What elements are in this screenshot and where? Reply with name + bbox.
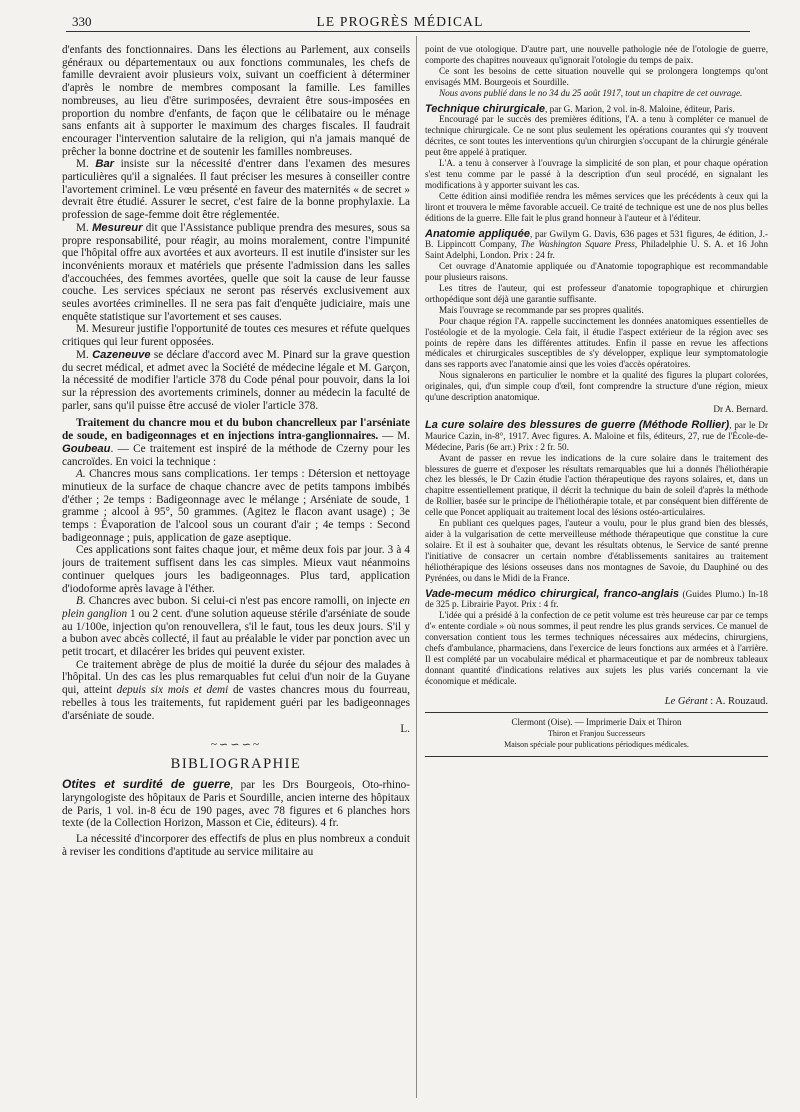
paragraph: d'enfants des fonctionnaires. Dans les élections au Parlement, aux conseils généraux ou départementaux ou aux fonctions communales, les chefs de famille devraient avoir plusieurs voix, suivant un coefficient à déterminer d'après le nombre de membres composant la famille. Les familles nombreuses, au lieu d'être surimposées, devraient être sous-imposées en proportion du nombre d'enfants, de façon que le célibataire ou le ménage sans enfants ait à supporter le maximum des charges fiscales. Il faudrait encourager l'intervention salutaire de la religion, qui n'a jamais manqué de prêcher la bonne doctrine et de soutenir les familles nombreuses. <box>62 44 410 158</box>
speaker-name: Mesureur <box>92 221 143 234</box>
book-entry <box>425 589 768 611</box>
signature: L. <box>400 723 410 736</box>
page-header <box>0 4 800 30</box>
printer-box <box>425 712 768 757</box>
paragraph-b <box>62 595 410 659</box>
emphasis: en plein ganglion <box>62 595 410 620</box>
text: Ce traitement abrège de plus de moitié la durée du séjour des malades à l'hôpital. Un des cas les plus remarquables fut celui d'un noir de la Guyane qui, atteint <box>62 658 410 697</box>
item-text: Chancres avec bubon. Si celui-ci n'est pas encore ramolli, on injecte <box>85 595 400 608</box>
gerant-label: Le Gérant <box>664 695 708 707</box>
paragraph: M. Mesureur justifie l'opportunité de toutes ces mesures et réfute quelques critiques qui leur furent opposées. <box>62 323 410 349</box>
paragraph-cazeneuve <box>62 349 410 413</box>
item-text: 1 ou 2 cent. d'une solution aqueuse stérile d'arséniate de soude au 1/100e, injection qu'on renouvellera, s'il le faut, tous les deux jours. S'il y a bubon avec abcès collecté, il faut au préalable le vider par ponction avec un petit trocart, et dilacérer les brides qui peuvent exister. <box>62 607 410 659</box>
book-info: , par Gwilym G. Davis, 636 pages et 531 figures, 4e édition, J.-B. Lippincott Company, <box>425 228 768 250</box>
item-text: Chancres mous sans complications. 1er temps : Détersion et nettoyage minutieux de la surface de chaque chancre avec de petits tampons imbibés d'éther ; 2e temps : Badigeonnage avec le mélange ; Arséniate de soude, 1 gramme ; alcool à 95°, 50 grammes. (Agitez le flacon avant usage) ; 3e temps : Évaporation de l'alcool sous un courant d'air ; 4e temps : Second badigeonnage ; puis, application de gaze aseptique. <box>62 468 410 544</box>
paragraph: Mais l'ouvrage se recommande par ses propres qualités. <box>439 304 644 315</box>
section-title: Traitement du chancre mou et du bubon chancrelleux par l'arséniate de soude, en badigeonnages et en injections intra-ganglionnaires. <box>62 417 410 443</box>
book-title: Vade-mecum médico chirurgical, franco-anglais <box>425 587 679 600</box>
column-divider <box>416 36 417 1098</box>
paragraph: Ces applications sont faites chaque jour, et même deux fois par jour. 3 à 4 jours de traitement suffisent dans les cas simples. Mieux vaut néanmoins continuer quelques jours les badigeonnages. Plus tard, application d'iodoforme après lavage à l'éther. <box>62 544 410 595</box>
book-info: , par les Drs Bourgeois, Oto-rhino-laryngologiste des hôpitaux de Paris et Sourdille, ancien interne des hôpitaux de Paris, 1 vol. in-8 écu de 190 pages, avec 78 figures et 6 planches hors texte (de la Collection Horizon, Masson et Cie, éditeurs). 4 fr. <box>62 779 410 830</box>
paragraph: Avant de passer en revue les indications de la cure solaire dans le traitement des blessures de guerre et d'exposer les résultats remarquables que lui a donnés l'héliothérapie chez les blessés, le Dr Cazin étudie l'action thérapeutique des rayons solaires, et, dans un chapitre essentiellement pratique, il décrit la technique du bain de soleil d'après la méthode de Rollier, basée sur le principe de l'héliothérapie totale, et par conséquent bien différente de celle que Poncet appliquait au traitement local des lésions ostéo-articulaires. <box>425 452 768 518</box>
paragraph-c <box>62 659 410 723</box>
book-info: , par G. Marion, 2 vol. in-8. Maloine, éditeur, Paris. <box>545 103 735 114</box>
book-info: , par le Dr Maurice Cazin, in-8°, 1917. Avec figures. A. Maloine et fils, éditeurs, 27, rue de l'École-de-Médecine, Paris (6e arr.) Prix : 2 fr. 50. <box>425 419 768 452</box>
paragraph-mesureur <box>62 222 410 324</box>
speaker-text: insiste sur la nécessité d'entrer dans l'examen des mesures particulières qu'il a signalées. Il faut préciser les mesures à conseiller contre l'avortement criminel. Le vœu présenté en faveur des maternités « de secret » devrait être étudié. Assurer le secret, c'est faire de la bonne prophylaxie. La profession de sage-femme doit être réglementée. <box>62 158 410 222</box>
speaker-title: M. <box>76 348 93 361</box>
paragraph: L'A. a tenu à conserver à l'ouvrage la simplicité de son plan, et pour chaque opération s'est tenu comme par le passé à la description d'un seul procédé, en signalant les modifications à y apporter suivant les cas. <box>425 158 768 190</box>
speaker-name: Cazeneuve <box>92 348 151 361</box>
section-text: . — Ce traitement est inspiré de la méthode de Czerny pour les cancroïdes. En voici la technique : <box>62 442 410 468</box>
signature: Dr A. Bernard. <box>713 404 768 414</box>
speaker-text: se déclare d'accord avec M. Pinard sur la grave question du secret médical, et admet avec la Société de médecine légale et M. Garçon, la nécessité de modifier l'article 378 du Code pénal pour pouvoir, dans la loi sur la répression des avortements criminels, donner au médecin la faculté de parler, sans qu'il puisse être accusé de violer l'article 378. <box>62 348 410 412</box>
section-author: Goubeau <box>62 442 111 455</box>
emphasis: depuis six mois et demi <box>116 684 229 697</box>
text: de vastes chancres mous du fourreau, rebelles à tous les traitements, fut rapidement guéri par les badigeonnages d'arséniate de soude. <box>62 684 410 722</box>
item-label: A. <box>76 468 86 481</box>
publisher-name: The Washington Square Press <box>520 239 635 250</box>
book-title: La cure solaire des blessures de guerre (Méthode Rollier) <box>425 418 730 431</box>
header-rule <box>66 31 750 32</box>
book-title: Technique chirurgicale <box>425 102 546 115</box>
paragraph: La nécessité d'incorporer des effectifs de plus en plus nombreux a conduit à reviser les conditions d'aptitude au service militaire au <box>62 833 410 858</box>
book-entry <box>62 778 410 830</box>
book-title: Otites et surdité de guerre <box>62 777 231 792</box>
item-label: B. <box>76 595 86 608</box>
left-column <box>62 44 410 1092</box>
section-author-pre: — M. <box>378 430 410 443</box>
journal-title: LE PROGRÈS MÉDICAL <box>316 14 484 29</box>
speaker-name: Bar <box>95 158 115 171</box>
section-paragraph <box>62 417 410 468</box>
section-heading: BIBLIOGRAPHIE <box>170 755 302 772</box>
gerant-line <box>425 697 768 708</box>
page-number: 330 <box>72 14 92 29</box>
paragraph: Pour chaque région l'A. rappelle succinctement les données anatomiques essentielles de l'ostéologie et de la myologie. Cela fait, il étudie l'aspect extérieur de la région avec ses points de repère dans les différentes attitudes. Enfin il passe en revue les affections médicales et chirurgicales susceptibles de s'y développer, explique leur symptomatologie dans ses rapports avec l'anatomie ainsi que les voies d'accès opératoires. <box>425 315 768 370</box>
paragraph-bar <box>62 158 410 222</box>
paragraph: Encouragé par le succès des premières éditions, l'A. a tenu à compléter ce manuel de technique chirurgicale. Ce ne sont plus seulement les opérations courantes qui s'y trouvent décrites, ce sont toutes les interventions qu'un chirurgien s'occupant de la chirurgie générale peut être appelé à pratiquer. <box>425 114 768 158</box>
book-info: (Guides Plumo.) In-18 de 325 p. Librairie Payot. Prix : 4 fr. <box>425 588 768 610</box>
book-entry <box>425 420 768 453</box>
book-entry <box>425 104 768 115</box>
gerant-name: : A. Rouzaud. <box>707 695 768 707</box>
printer-line: Clermont (Oise). — Imprimerie Daix et Thiron <box>511 716 682 727</box>
paragraph-note: Nous avons publié dans le no 34 du 25 août 1917, tout un chapitre de cet ouvrage. <box>439 87 743 98</box>
paragraph: point de vue otologique. D'autre part, une nouvelle pathologie née de l'otologie de guerre, comporte des chapitres nouveaux qu'ignorait l'otologie du temps de paix. <box>425 44 768 65</box>
paragraph: Ce sont les besoins de cette situation nouvelle qui se prolongera longtemps qu'ont envisagés MM. Bourgeois et Sourdille. <box>425 65 768 87</box>
paragraph: Cette édition ainsi modifiée rendra les mêmes services que les précédents à ceux qui la liront et trouvera le même favorable accueil. Ce traité de technique est une de nos plus belles éditions de la guerre. Elle fait le plus grand honneur à l'auteur et à l'éditeur. <box>425 190 768 223</box>
paragraph-a <box>62 468 410 544</box>
speaker-title: M. <box>76 158 96 171</box>
printer-line: Maison spéciale pour publications périodiques médicales. <box>504 739 689 749</box>
right-column <box>425 44 768 1092</box>
paragraph: Cet ouvrage d'Anatomie appliquée ou d'Anatomie topographique est recommandable pour plusieurs raisons. <box>425 261 768 283</box>
speaker-text: dit que l'Assistance publique prendra des mesures, sous sa propre responsabilité, pour réagir, au moins moralement, contre l'impunité que l'hôpital offre aux avortées et aux avorteurs. Il est inutile d'insister sur les inconvénients moraux et matériels que présente l'admission dans les salles d'accouchées, des femmes avortées, quelle que soit la cause de leur fausse couche. Les services spéciaux ne seront pas réservés exclusivement aux seules avortées criminelles. Il ne sera pas fait d'enquête judiciaire, mais une enquête statistique sur l'avortement et ses causes. <box>62 221 410 323</box>
paragraph: En publiant ces quelques pages, l'auteur a voulu, pour le plus grand bien des blessés, aider à la vulgarisation de cette merveilleuse méthode thérapeutique que constitue la cure solaire. Et il est à souhaiter que, devant les résultats obtenus, le Service de santé prenne l'initiative de consacrer un certain nombre d'établissements sanitaires au traitement héliothérapique des lésions osseuses dans nos montagnes de Savoie, du Dauphiné ou des Pyrénées, ou dans le Midi de la France. <box>425 518 768 583</box>
paragraph: Les titres de l'auteur, qui est professeur d'anatomie topographique et chirurgien orthopédique sont déjà une garantie suffisante. <box>425 283 768 304</box>
paragraph: L'idée qui a présidé à la confection de ce petit volume est très heureuse car par ce temps d'« entente cordiale » où nous sommes, il peut rendre les plus grands services. Ce manuel de conversation contient tous les termes techniques nécessaires aux médecins, chirurgiens, chefs d'ambulance, pharmaciens, dans l'exercice de leurs fonctions aux armées et à l'arrière. Il est complété par un vocabulaire médical et pharmaceutique et par de nombreux tableaux donnant quantité d'indications relatives aux sujets les plus variés concernant la vie économique et médicale. <box>425 610 768 686</box>
printer-line: Thiron et Franjou Successeurs <box>547 728 646 738</box>
paragraph: Nous signalerons en particulier le nombre et la qualité des figures la plupart colorées, originales, qui, d'un simple coup d'œil, font comprendre la structure d'une région, mieux qu'une description anatomique. <box>425 370 768 403</box>
speaker-title: M. <box>76 221 93 234</box>
ornament-divider: ~∽∽∽~ <box>210 738 262 751</box>
book-title: Anatomie appliquée <box>425 227 530 240</box>
book-info: , Philadelphie U. S. A. et 16 John Saint Adelphi, London. Prix : 24 fr. <box>425 239 768 261</box>
book-entry <box>425 229 768 262</box>
